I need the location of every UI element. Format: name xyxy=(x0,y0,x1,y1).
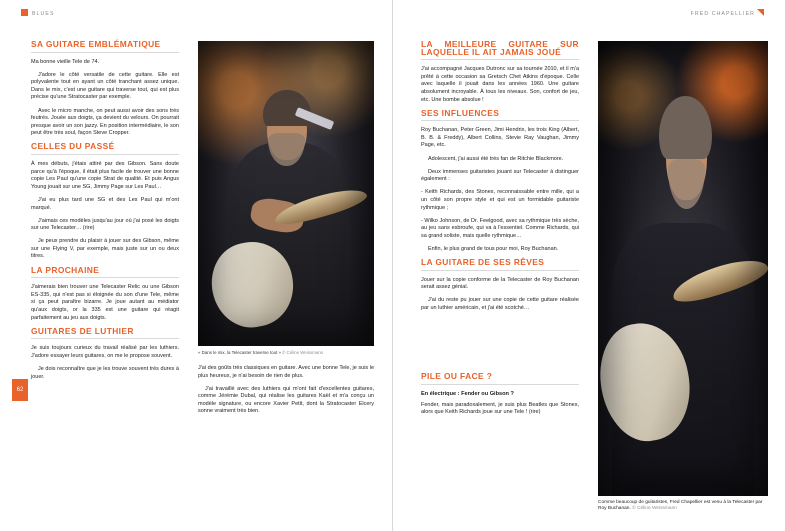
heading-rule xyxy=(421,120,579,121)
photo-portrait-guitarist xyxy=(598,41,768,496)
paragraph: - Wilko Johnson, de Dr. Feelgood, avec sa rythmique très sèche, au jeu sans esbroufe, qui va à l'essentiel. Comme Richards, qui sa grand soliste, mais quelle rythmique… xyxy=(421,217,579,239)
heading-rule xyxy=(421,270,579,271)
heading-rule xyxy=(31,52,179,53)
section-heading-ses-influences: SES INFLUENCES xyxy=(421,107,500,118)
header-marker-right xyxy=(757,9,764,16)
paragraph: Enfin, le plus grand de tous pour moi, Roy Buchanan. xyxy=(428,245,559,252)
paragraph: Deux immenses guitaristes jouant sur Telecaster à distinguer également : xyxy=(421,168,579,183)
paragraph: J'aimerais bien trouver une Telecaster Relic ou une Gibson ES-335, qui n'est pas si éloignée du son d'une Tele, même si ça peut paraître bizarre. Je joue autant au médiator qu'aux doigts, or la 335 est une guitare qui réagit parfaitement au jeu aux doigts. xyxy=(31,284,179,321)
page-gutter xyxy=(392,0,393,531)
text-column-3 xyxy=(421,41,579,318)
heading-rule xyxy=(421,384,579,385)
paragraph: J'ai du reste pu jouer sur une copie de cette guitare réalisée par un luthier américain, et j'ai été scotché… xyxy=(421,297,579,311)
photo-live-performance xyxy=(198,41,374,346)
paragraph: Fender, mais paradoxalement, je suis plus Beatles que Stones, alors que Keith Richards joue sur une Tele ! (rire) xyxy=(421,401,579,416)
paragraph: J'ai travaillé avec des luthiers qui m'ont fait d'excellentes guitares, comme Jérémie Dubal, qui réalise les guitares Kaël et m'a conçu un modèle signature, ou encore Xavier Petit, dont la Stratocaster Elcery sonne vraiment très bien. xyxy=(198,385,374,415)
section-heading-sa-guitare-emblematique: SA GUITARE EMBLÉMATIQUE xyxy=(31,39,161,49)
paragraph: Avec le micro manche, on peut aussi avoir des sons très feutrés. Jouée aux doigts, ça devient du velours. On pourrait presque avoir un son jazzy. En position intermédiaire, le son peut être très soul, façon Steve Cropper. xyxy=(31,107,179,137)
paragraph: À mes débuts, j'étais attiré par des Gibson. Sans doute parce qu'à l'époque, il était plus facile de trouver une bonne copie Les Paul qu'une copie Strat de qualité. Et puis Angus Young jouait sur une SG, Jimmy Page sur Les Paul… xyxy=(31,161,179,190)
section-heading-celles-du-passe: CELLES DU PASSÉ xyxy=(31,141,115,152)
paragraph: Je dois reconnaître que je les trouve souvent très dures à jouer. xyxy=(31,365,179,380)
caption-text: Comme beaucoup de guitaristes, Fred Chapellier est venu à la Telecaster par Roy Buchanan. xyxy=(598,500,763,512)
section-heading-la-prochaine: LA PROCHAINE xyxy=(31,264,100,275)
paragraph: Ma bonne vieille Tele de 74. xyxy=(31,58,100,65)
paragraph: J'ai eu plus tard une SG et des Les Paul qui m'ont marqué. xyxy=(31,196,179,211)
section-heading-guitares-de-luthier: GUITARES DE LUTHIER xyxy=(31,325,134,336)
caption-text: « Dans le mix, la Telecaster traverse tout » xyxy=(198,350,281,355)
section-heading-meilleure-guitare: LA MEILLEURE GUITARE SUR LAQUELLE IL AIT JAMAIS JOUÉ xyxy=(421,39,579,57)
heading-rule xyxy=(31,154,179,155)
subheading-electrique: En électrique : Fender ou Gibson ? xyxy=(421,390,514,397)
paragraph: J'adore le côté versatile de cette guitare. Elle est polyvalente tout en ayant un côté tranchant assez unique. Dans le mix, c'est une guitare qui traverse tout, qui est plus précise qu'une Stratocaster par exemple. xyxy=(31,71,179,101)
photo-caption-right xyxy=(598,500,768,513)
paragraph: Jouer sur la copie conforme de la Telecaster de Roy Buchanan serait assez génial. xyxy=(421,276,579,291)
caption-credit: © Céline Weissmann xyxy=(632,506,677,512)
paragraph: J'aimais ces modèles jusqu'au jour où j'ai posé les doigts sur une Telecaster… (rire) xyxy=(31,217,179,232)
heading-rule xyxy=(421,59,579,60)
paragraph: J'ai des goûts très classiques en guitare. Avec une bonne Tele, je suis le plus heureux, je n'ai besoin de rien de plus. xyxy=(198,365,374,379)
paragraph: Je peux prendre du plaisir à jouer sur des Gibson, même sur une Flying V, par exemple, mais juste sur un ou deux titres. xyxy=(31,238,179,260)
caption-credit: © Céline Weissmann xyxy=(282,350,324,355)
paragraph: J'ai accompagné Jacques Dutronc sur sa tournée 2010, et il m'a prêté à cette occasion sa Gretsch Chet Atkins d'époque. Celle avec laquelle il jouait dans les années 1960. Une guitare absolument incroyable. À tous les niveaux. Son, confort de jeu, etc. Une bombe absolue ! xyxy=(421,66,579,103)
text-column-1 xyxy=(31,41,179,387)
running-head-right: FRED CHAPELLIER xyxy=(690,11,755,17)
text-column-2 xyxy=(198,365,374,422)
heading-rule xyxy=(31,277,179,278)
photo-caption-left xyxy=(198,350,374,356)
paragraph: Roy Buchanan, Peter Green, Jimi Hendrix, les trois King (Albert, B. B. & Freddy), Albert Collins, Stevie Ray Vaughan, Jimmy Page, etc. xyxy=(421,127,579,149)
paragraph: Adolescent, j'ai aussi été très fan de Ritchie Blackmore. xyxy=(428,155,564,162)
text-column-4 xyxy=(421,373,579,422)
paragraph: - Keith Richards, des Stones, reconnaissable entre mille, qui a un côté son propre style et qui est un formidable guitariste rythmique ; xyxy=(421,189,579,211)
page-folio: 62 xyxy=(12,379,28,401)
header-marker-left xyxy=(21,9,28,16)
running-head-left: BLUES xyxy=(32,11,55,17)
paragraph: Je suis toujours curieux du travail réalisé par les luthiers. J'adore essayer leurs guitares, on me le propose souvent. xyxy=(31,345,179,359)
heading-rule xyxy=(31,338,179,339)
section-heading-pile-ou-face: PILE OU FACE ? xyxy=(421,371,493,381)
section-heading-guitare-de-ses-reves: LA GUITARE DE SES RÊVES xyxy=(421,256,545,267)
